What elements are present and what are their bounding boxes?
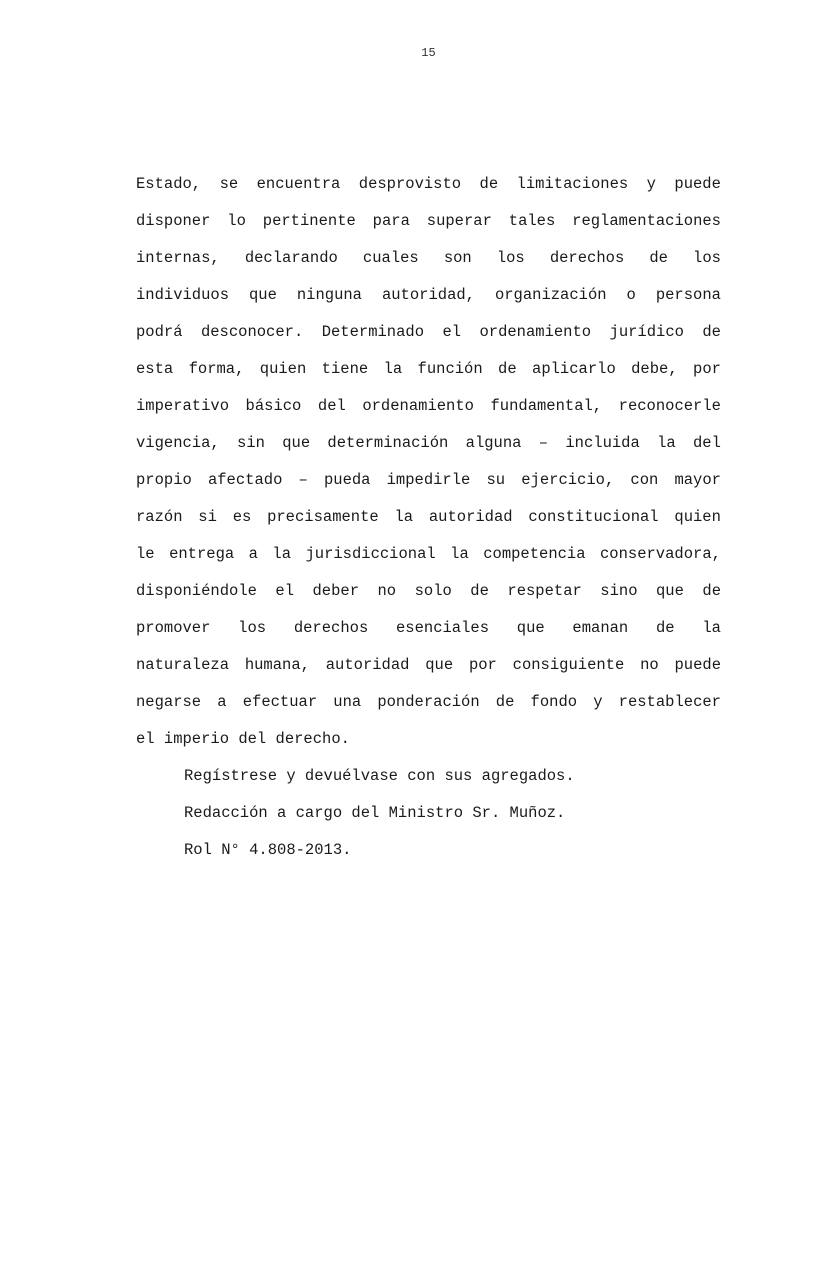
- word: fondo: [530, 693, 578, 711]
- word: deber: [312, 582, 360, 600]
- word: la: [657, 434, 676, 452]
- word: puede: [674, 656, 721, 674]
- word: una: [333, 693, 362, 711]
- paragraph-line: [136, 314, 721, 351]
- paragraph-line: [136, 647, 721, 684]
- word: internas,: [136, 249, 220, 267]
- word: jurisdiccional: [305, 545, 436, 563]
- word: conservadora,: [600, 545, 721, 563]
- word: y: [593, 693, 603, 711]
- paragraph-line: [136, 277, 721, 314]
- word: declarando: [244, 249, 338, 267]
- word: sin: [237, 434, 265, 452]
- word: o: [626, 286, 636, 304]
- word: derechos: [293, 619, 369, 637]
- word: los: [693, 249, 721, 267]
- word: que: [516, 619, 545, 637]
- word: por: [693, 360, 721, 378]
- body-text: [136, 166, 721, 869]
- word: desconocer.: [200, 323, 304, 341]
- word: competencia: [483, 545, 586, 563]
- word: ninguna: [296, 286, 362, 304]
- word: cuales: [362, 249, 419, 267]
- word: ejercicio,: [521, 471, 615, 489]
- word: emanan: [572, 619, 629, 637]
- word: reglamentaciones: [572, 212, 721, 230]
- main-paragraph: [136, 166, 721, 721]
- word: que: [282, 434, 311, 452]
- word: respetar: [507, 582, 582, 600]
- word: la: [272, 545, 292, 563]
- closing-line: Redacción a cargo del Ministro Sr. Muñoz.: [184, 804, 566, 822]
- word: de: [498, 360, 517, 378]
- word: autoridad: [428, 508, 513, 526]
- paragraph-line: [136, 610, 721, 647]
- closing-line: Rol N° 4.808-2013.: [184, 841, 352, 859]
- word: para: [372, 212, 410, 230]
- word: solo: [414, 582, 452, 600]
- word: efectuar: [242, 693, 318, 711]
- word: pueda: [323, 471, 371, 489]
- paragraph-line: [136, 536, 721, 573]
- word: debe,: [631, 360, 678, 378]
- word: impedirle: [386, 471, 471, 489]
- word: Determinado: [321, 323, 425, 341]
- page-number: 15: [421, 46, 436, 60]
- word: la: [383, 360, 403, 378]
- word: Estado,: [136, 175, 202, 193]
- word: de: [649, 249, 668, 267]
- word: pertinente: [262, 212, 356, 230]
- word: de: [702, 323, 721, 341]
- paragraph-line: [136, 351, 721, 388]
- word: que: [248, 286, 277, 304]
- word: disponer: [136, 212, 211, 230]
- paragraph-line: [136, 425, 721, 462]
- closing-section: [136, 758, 721, 869]
- word: que: [425, 656, 454, 674]
- word: ordenamiento: [362, 397, 474, 415]
- word: básico: [245, 397, 302, 415]
- word: con: [630, 471, 659, 489]
- word: el: [275, 582, 295, 600]
- word: podrá: [136, 323, 183, 341]
- word: organización: [494, 286, 607, 304]
- word: –: [538, 434, 549, 452]
- word: aplicarlo: [532, 360, 616, 378]
- word: encuentra: [256, 175, 341, 193]
- paragraph-line: [136, 462, 721, 499]
- word: consiguiente: [512, 656, 625, 674]
- word: a: [248, 545, 258, 563]
- word: son: [443, 249, 472, 267]
- word: incluida: [565, 434, 640, 452]
- word: a: [217, 693, 227, 711]
- word: autoridad: [325, 656, 410, 674]
- word: tiene: [321, 360, 369, 378]
- word: desprovisto: [358, 175, 462, 193]
- word: que: [656, 582, 684, 600]
- paragraph-line: [136, 684, 721, 721]
- word: se: [219, 175, 239, 193]
- word: ponderación: [377, 693, 480, 711]
- word: ordenamiento: [479, 323, 592, 341]
- word: disponiéndole: [136, 582, 257, 600]
- word: no: [377, 582, 397, 600]
- paragraph-line: [136, 240, 721, 277]
- word: y: [646, 175, 656, 193]
- word: autoridad,: [381, 286, 475, 304]
- word: de: [495, 693, 515, 711]
- paragraph-line: [136, 388, 721, 425]
- word: entrega: [169, 545, 235, 563]
- word: si: [198, 508, 217, 526]
- word: precisamente: [267, 508, 379, 526]
- word: afectado: [207, 471, 283, 489]
- word: puede: [674, 175, 721, 193]
- word: individuos: [136, 286, 230, 304]
- word: constitucional: [528, 508, 659, 526]
- word: de: [702, 582, 721, 600]
- word: sino: [600, 582, 638, 600]
- word: tales: [508, 212, 556, 230]
- word: los: [238, 619, 267, 637]
- word: fundamental,: [490, 397, 603, 415]
- word: forma,: [188, 360, 245, 378]
- word: la: [702, 619, 721, 637]
- word: no: [640, 656, 659, 674]
- word: la: [394, 508, 414, 526]
- word: imperativo: [136, 397, 230, 415]
- word: naturaleza: [136, 656, 230, 674]
- word: de: [655, 619, 675, 637]
- word: mayor: [674, 471, 721, 489]
- word: superar: [426, 212, 492, 230]
- word: de: [470, 582, 489, 600]
- word: persona: [655, 286, 721, 304]
- word: quien: [674, 508, 721, 526]
- word: del: [692, 434, 721, 452]
- word: negarse: [136, 693, 202, 711]
- word: esta: [136, 360, 174, 378]
- word: humana,: [244, 656, 310, 674]
- paragraph-line: [136, 573, 721, 610]
- word: del: [317, 397, 346, 415]
- word: alguna: [465, 434, 522, 452]
- word: el: [442, 323, 462, 341]
- word: limitaciones: [516, 175, 629, 193]
- word: razón: [136, 508, 183, 526]
- word: reconocerle: [618, 397, 721, 415]
- word: de: [479, 175, 499, 193]
- paragraph-line: [136, 203, 721, 240]
- word: –: [298, 471, 308, 489]
- closing-line: Regístrese y devuélvase con sus agregados.: [184, 767, 575, 785]
- word: función: [417, 360, 483, 378]
- paragraph-line: [136, 499, 721, 536]
- word: propio: [136, 471, 192, 489]
- paragraph-line: [136, 166, 721, 203]
- word: restablecer: [618, 693, 721, 711]
- word: su: [486, 471, 506, 489]
- word: vigencia,: [136, 434, 220, 452]
- word: lo: [227, 212, 246, 230]
- word: quien: [259, 360, 307, 378]
- word: los: [496, 249, 525, 267]
- word: promover: [136, 619, 211, 637]
- word: derechos: [549, 249, 625, 267]
- word: por: [468, 656, 497, 674]
- paragraph-last-line: el imperio del derecho.: [136, 730, 350, 748]
- word: le: [136, 545, 155, 563]
- word: jurídico: [609, 323, 684, 341]
- word: determinación: [327, 434, 449, 452]
- word: esenciales: [396, 619, 490, 637]
- word: es: [232, 508, 252, 526]
- word: la: [450, 545, 469, 563]
